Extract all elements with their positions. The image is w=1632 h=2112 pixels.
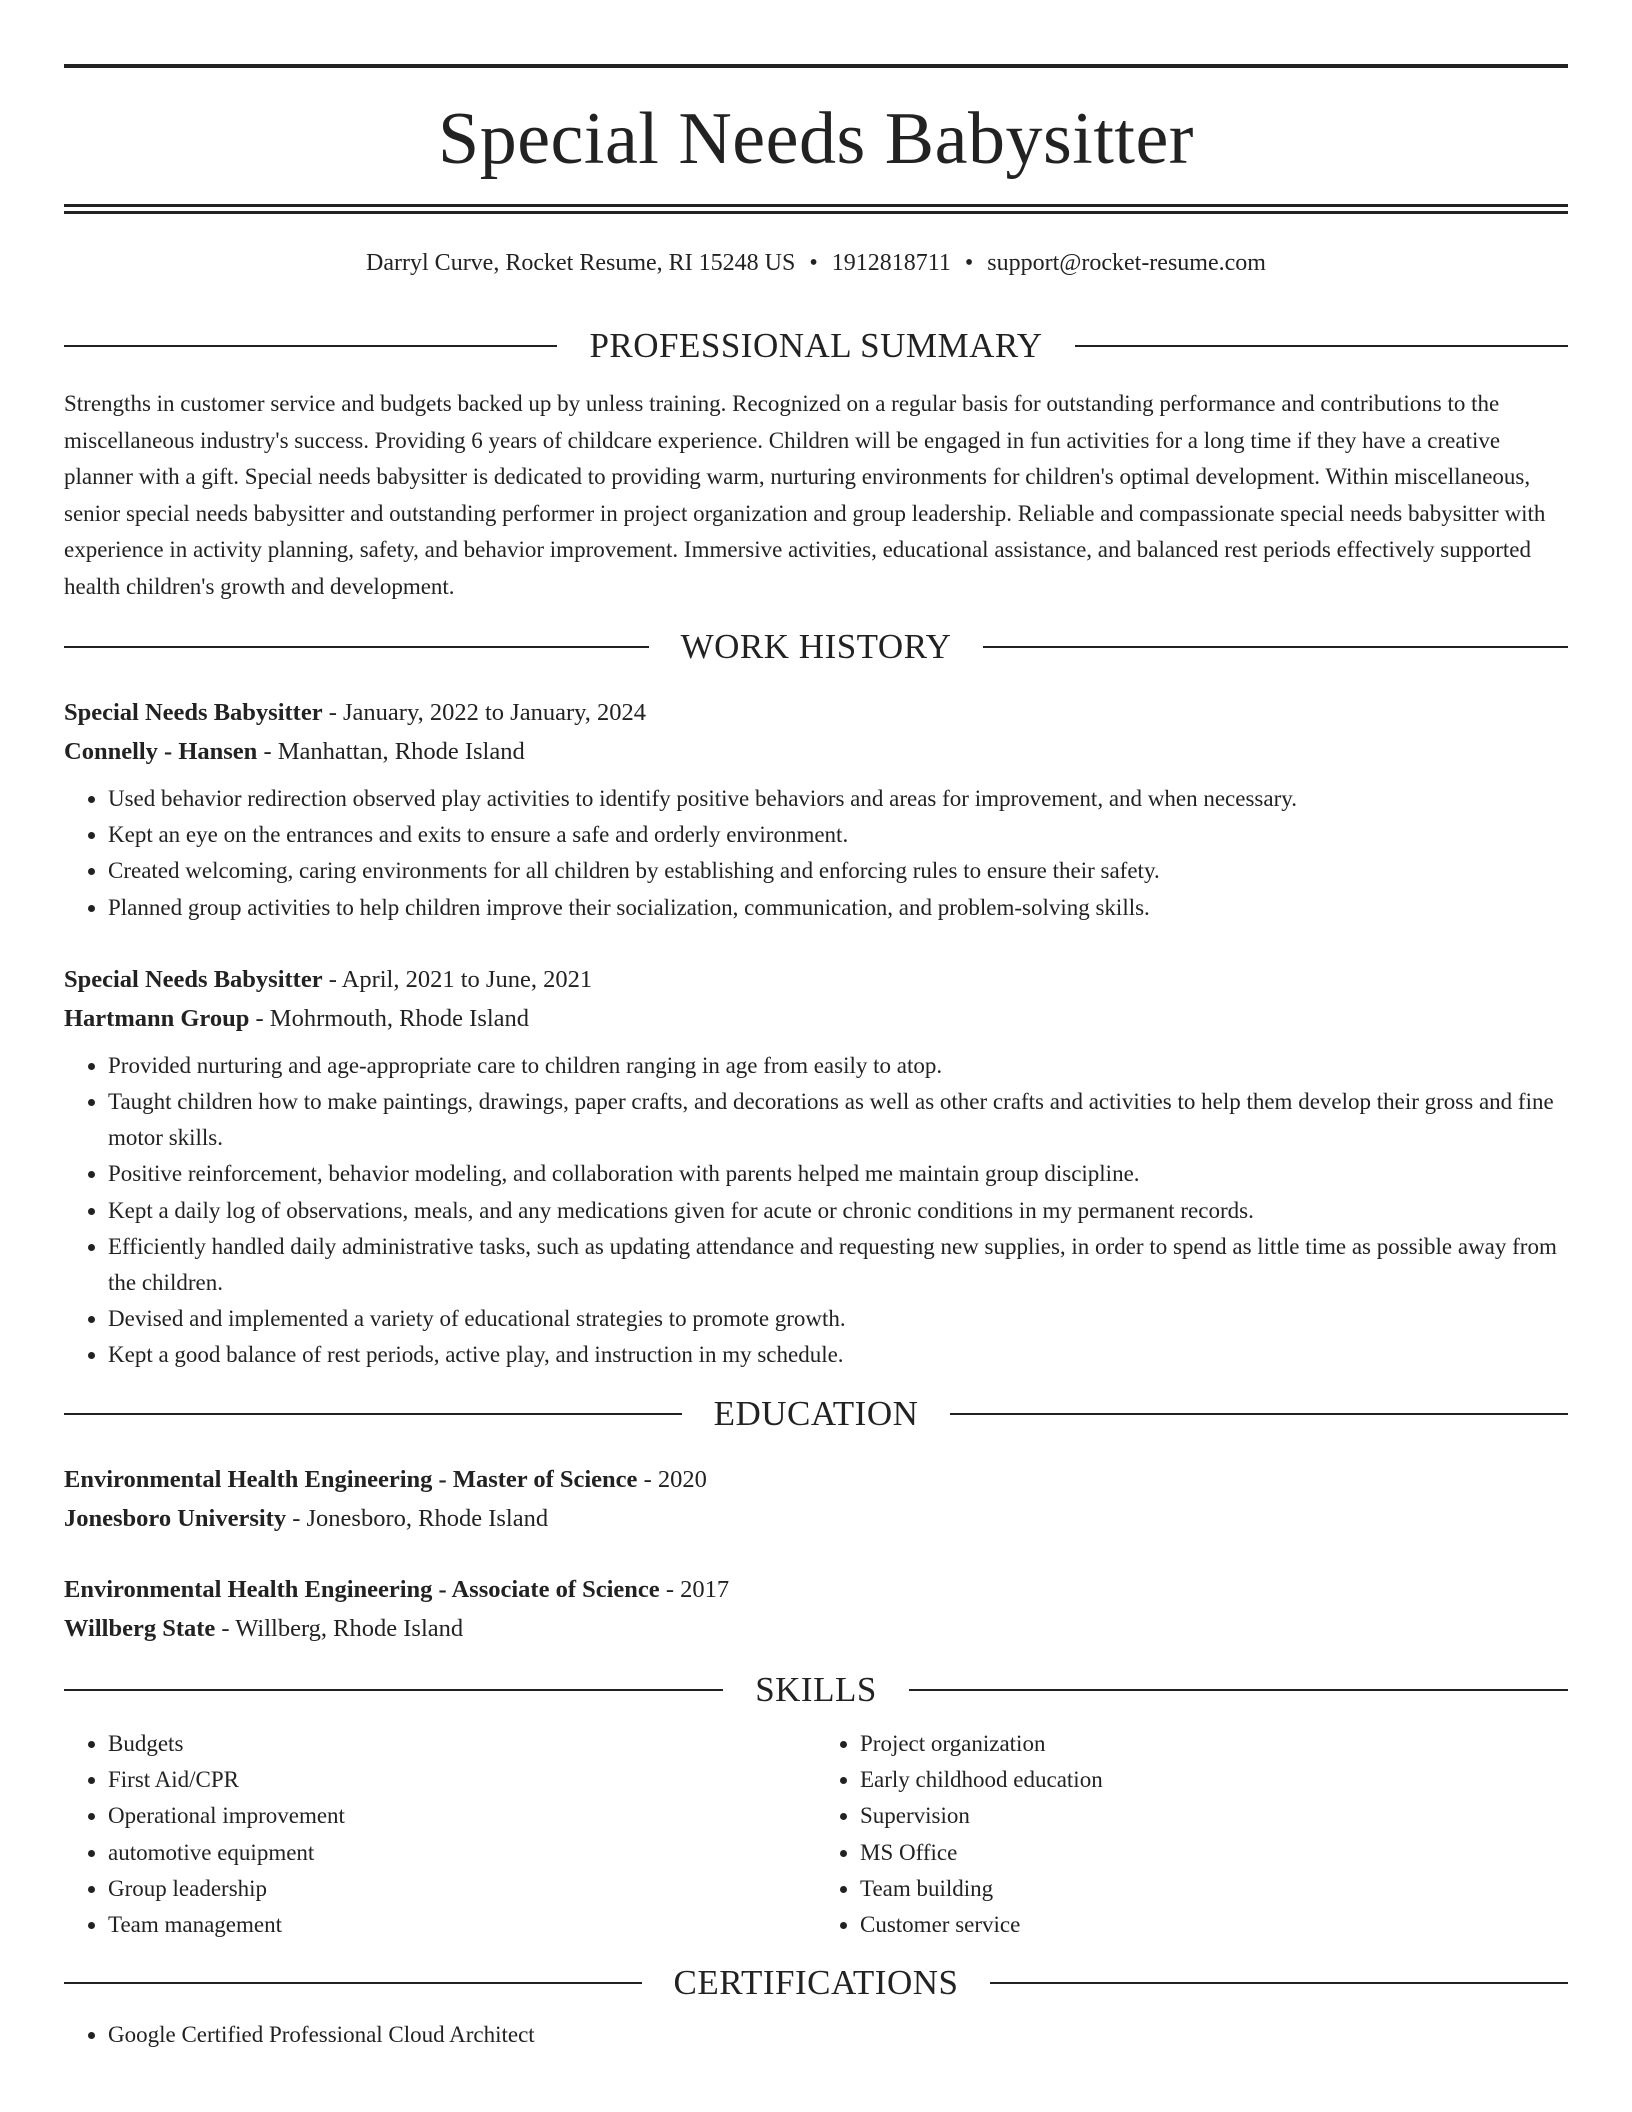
section-rule <box>1075 345 1568 347</box>
section-header-summary <box>64 326 1568 366</box>
list-item: • Taught children how to make paintings, drawings, paper crafts, and decorations as well as other crafts and activities to help them develop their gross and fine motor skills. <box>108 1084 1568 1156</box>
job-company-line <box>64 999 1568 1038</box>
section-rule <box>64 345 557 347</box>
section-header-work <box>64 627 1568 667</box>
job-dates: - January, 2022 to January, 2024 <box>322 699 647 726</box>
list-item: • Devised and implemented a variety of educational strategies to promote growth. <box>108 1301 1568 1337</box>
school-line <box>64 1499 1568 1538</box>
school-line <box>64 1609 1568 1648</box>
section-header-education <box>64 1394 1568 1434</box>
summary-text: Strengths in customer service and budgets backed up by unless training. Recognized on a regular basis for outstanding performance and contributions to the miscellaneous industry's success. Providing 6 years of childcare experience. Children will be engaged in fun activities for a long time if they have a creative planner with a gift. Special needs babysitter is dedicated to providing warm, nurturing environments for children's optimal development. Within miscellaneous, senior special needs babysitter and outstanding performer in project organization and group leadership. Reliable and compassionate special needs babysitter with experience in activity planning, safety, and behavior improvement. Immersive activities, educational assistance, and balanced rest periods effectively supported health children's growth and development. <box>64 391 1546 599</box>
skill-item: • Early childhood education <box>860 1762 1568 1798</box>
skill-item: • Team building <box>860 1871 1568 1907</box>
job-entry <box>64 960 1568 1374</box>
skills-list-right <box>816 1726 1568 1944</box>
job-title-line <box>64 693 1568 732</box>
certifications-list <box>64 2017 1568 2053</box>
section-header-skills <box>64 1670 1568 1710</box>
job-company-line <box>64 732 1568 771</box>
skill-item: • MS Office <box>860 1835 1568 1871</box>
education-entry <box>64 1460 1568 1538</box>
degree-line <box>64 1570 1568 1609</box>
top-rule <box>64 64 1568 68</box>
school-location: - Jonesboro, Rhode Island <box>286 1504 549 1532</box>
job-entry <box>64 693 1568 926</box>
skill-item: • Group leadership <box>108 1871 816 1907</box>
skill-item: • Customer service <box>860 1907 1568 1943</box>
contact-separator: • <box>809 250 818 276</box>
list-item: • Kept a daily log of observations, meals, and any medications given for acute or chronic conditions in my permanent records. <box>108 1193 1568 1229</box>
resume-title: Special Needs Babysitter <box>438 98 1194 180</box>
contact-email: support@rocket-resume.com <box>987 250 1266 276</box>
degree: Environmental Health Engineering - Master of Science <box>64 1465 638 1493</box>
skill-item: • Supervision <box>860 1798 1568 1834</box>
degree: Environmental Health Engineering - Associate of Science <box>64 1575 660 1603</box>
list-item: • Positive reinforcement, behavior modeling, and collaboration with parents helped me maintain group discipline. <box>108 1156 1568 1192</box>
skill-item: • Operational improvement <box>108 1798 816 1834</box>
contact-line <box>64 250 1568 284</box>
list-item: • Efficiently handled daily administrative tasks, such as updating attendance and requesting new supplies, in order to spend as little time as possible away from the children. <box>108 1229 1568 1301</box>
resume-page <box>64 64 1568 2053</box>
section-rule <box>64 1982 642 1984</box>
school: Jonesboro University <box>64 1504 287 1532</box>
education-entry <box>64 1570 1568 1648</box>
section-title: EDUCATION <box>713 1393 919 1433</box>
section-title: WORK HISTORY <box>680 627 952 666</box>
job-title: Special Needs Babysitter <box>64 965 323 993</box>
section-rule <box>950 1413 1568 1415</box>
skill-item: • automotive equipment <box>108 1835 816 1871</box>
contact-phone: 1912818711 <box>831 250 951 276</box>
section-rule <box>983 646 1568 648</box>
contact-separator: • <box>964 250 974 276</box>
school: Willberg State <box>64 1614 216 1642</box>
skill-item: • Budgets <box>108 1726 816 1762</box>
job-company: Connelly - Hansen <box>64 738 258 765</box>
job-title: Special Needs Babysitter <box>64 699 323 726</box>
job-location: - Manhattan, Rhode Island <box>257 738 525 765</box>
section-rule <box>990 1982 1568 1984</box>
section-title: PROFESSIONAL SUMMARY <box>589 326 1043 365</box>
skill-item: • Project organization <box>860 1726 1568 1762</box>
job-bullets <box>64 781 1568 926</box>
skill-item: • Team management <box>108 1907 816 1943</box>
job-company: Hartmann Group <box>64 1004 250 1032</box>
list-item: • Used behavior redirection observed play activities to identify positive behaviors and areas for improvement, and when necessary. <box>108 781 1568 817</box>
section-header-certifications <box>64 1963 1568 2003</box>
section-rule <box>64 646 649 648</box>
list-item: • Kept an eye on the entrances and exits to ensure a safe and orderly environment. <box>108 817 1568 853</box>
degree-year: - 2020 <box>637 1465 707 1493</box>
list-item: • Kept a good balance of rest periods, active play, and instruction in my schedule. <box>108 1337 1568 1373</box>
degree-line <box>64 1460 1568 1499</box>
list-item: • Created welcoming, caring environments for all children by establishing and enforcing rules to ensure their safety. <box>108 853 1568 889</box>
job-bullets <box>64 1048 1568 1374</box>
contact-address: Darryl Curve, Rocket Resume, RI 15248 US <box>366 250 796 276</box>
section-rule <box>64 1413 682 1415</box>
section-title: CERTIFICATIONS <box>673 1963 959 2003</box>
job-title-line <box>64 960 1568 999</box>
skills-columns <box>64 1726 1568 1944</box>
list-item: • Planned group activities to help children improve their socialization, communication, and problem-solving skills. <box>108 890 1568 926</box>
list-item: • Provided nurturing and age-appropriate care to children ranging in age from easily to atop. <box>108 1048 1568 1084</box>
section-rule <box>64 1689 723 1691</box>
job-dates: - April, 2021 to June, 2021 <box>322 965 593 993</box>
school-location: - Willberg, Rhode Island <box>215 1614 464 1642</box>
skill-item: • First Aid/CPR <box>108 1762 816 1798</box>
section-title: SKILLS <box>755 1669 877 1709</box>
degree-year: - 2017 <box>659 1575 730 1603</box>
skills-list-left <box>64 1726 816 1944</box>
title-double-rule <box>64 204 1568 214</box>
job-location: - Mohrmouth, Rhode Island <box>249 1004 530 1032</box>
certification-item: • Google Certified Professional Cloud Architect <box>108 2017 1568 2053</box>
section-rule <box>909 1689 1568 1691</box>
